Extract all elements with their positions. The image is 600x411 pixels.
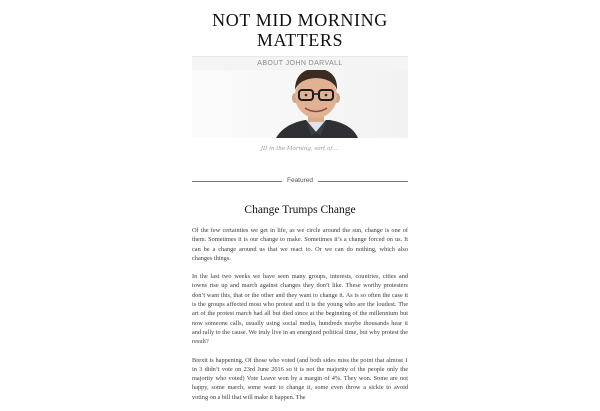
- post-paragraph: Of the few certainties we get in life, as we circle around the sun, change is one of them. Sometimes it is our change to make. Sometimes it’s a change forced on us. It can be a change around us that we react to. Or we can do nothing, which also changes things.: [192, 227, 408, 262]
- header-photo: [192, 70, 408, 138]
- post-paragraph: Brexit is happening. Of those who voted (and both sides miss the point that almost 1 in 3 didn’t vote on 23rd June 2016 so it is not the majority of the people only the majority who voted) Vote Leave won by a margin of 4%. They won. Some are not happy, some march, some want to change it, some even throw a sickie to avoid voting on a bill that will make it happen. The: [192, 356, 408, 401]
- featured-divider: [192, 176, 408, 186]
- nav-item-about[interactable]: ABOUT JOHN DARVALL: [192, 56, 408, 72]
- post-paragraph: In the last two weeks we have seen many groups, interests, countries, cities and towns rise up and march against changes they don’t like. These worthy protesters don’t want this, that or the other and they want to change it. As is so often the case it is the groups affected most who protest and it is the young who are the loudest. The art of the protest march had all but died since at the beginning of the millennium but now someone calls, usually using social media, hundreds maybe thousands hear it and rally to the cause. We truly live in an energized political time, but why protest the result?: [192, 273, 408, 346]
- divider-line-right: [318, 181, 408, 182]
- post-title[interactable]: Change Trumps Change: [244, 204, 356, 216]
- post-content: [192, 226, 408, 411]
- site-title[interactable]: NOT MID MORNING MATTERS: [212, 10, 388, 50]
- featured-label: Featured: [286, 177, 314, 184]
- portrait-image: [192, 70, 408, 138]
- site-tagline: JD in the Morning, sort of....: [260, 146, 340, 152]
